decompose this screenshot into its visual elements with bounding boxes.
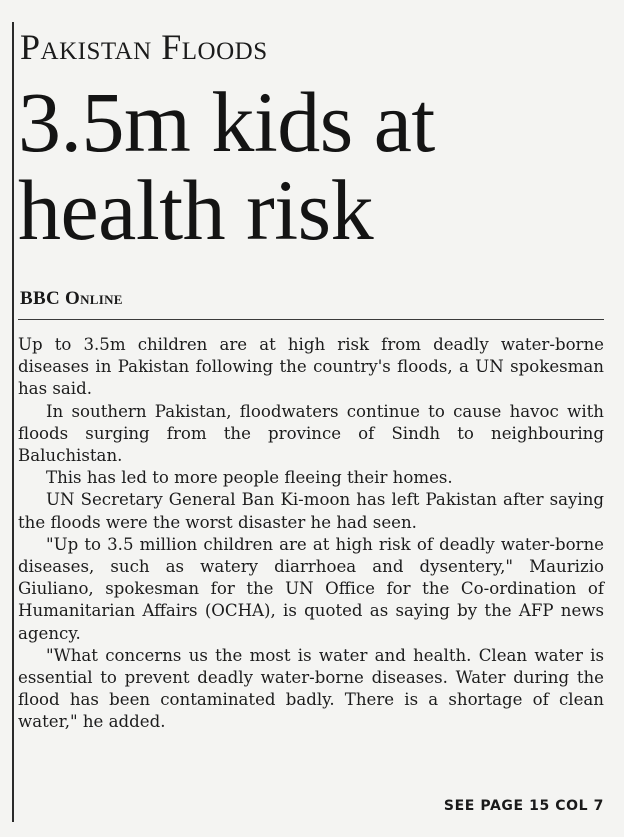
paragraph: UN Secretary General Ban Ki-moon has left Pakistan after saying the floods were the worst disaster he had seen. bbox=[18, 490, 604, 532]
paragraph: In southern Pakistan, floodwaters continue to cause havoc with floods surging from the province of Sindh to neighbouring Baluchistan. bbox=[18, 401, 604, 466]
byline-divider bbox=[18, 319, 604, 320]
article-body bbox=[18, 334, 604, 734]
paragraph: This has led to more people fleeing their homes. bbox=[46, 468, 453, 488]
continuation-note: SEE PAGE 15 COL 7 bbox=[443, 798, 604, 814]
headline bbox=[18, 74, 618, 258]
section-kicker: Pakistan Floods bbox=[20, 27, 268, 67]
byline: BBC Online bbox=[20, 288, 123, 309]
paragraph: Up to 3.5m children are at high risk from deadly water-borne diseases in Pakistan following the country's floods, a UN spokesman has said. bbox=[18, 335, 604, 399]
column-rule bbox=[12, 22, 14, 822]
paragraph: "What concerns us the most is water and health. Clean water is essential to prevent deadly water-borne diseases. Water during the flood has been contaminated badly. There is a shortage of clean water," he added. bbox=[18, 645, 604, 732]
headline-line-2: health risk bbox=[18, 162, 374, 258]
paragraph: "Up to 3.5 million children are at high risk of deadly water-borne diseases, such as watery diarrhoea and dysentery," Maurizio Giuliano, spokesman for the UN Office for the Co-ordination of Humanitarian Affairs (OCHA), is quoted as saying by the AFP news agency. bbox=[18, 534, 604, 643]
headline-line-1: 3.5m kids at bbox=[18, 74, 435, 170]
